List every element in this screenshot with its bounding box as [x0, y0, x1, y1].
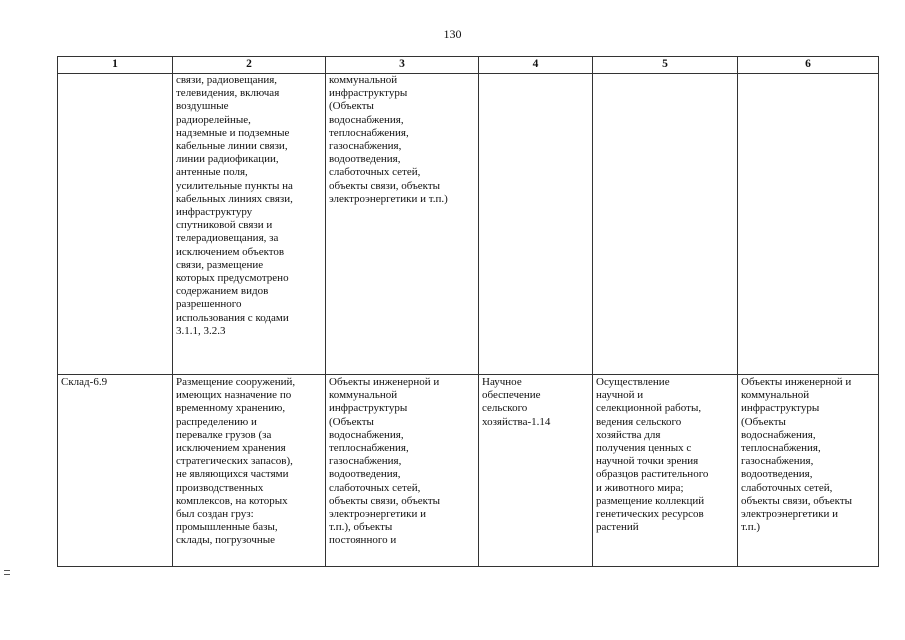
cell-text: Объекты инженерной и коммунальной инфраструктуры (Объекты водоснабжения, теплоснабжения, газоснабжения, водоотведения, слаботочных сетей, объекты связи, объекты электроэнергетики и т.п.) — [741, 376, 853, 534]
cell-use-type — [58, 74, 173, 375]
cell-conditional-use-description — [593, 375, 738, 567]
margin-mark — [4, 570, 10, 575]
cell-text: связи, радиовещания, телевидения, включая воздушные радиорелейные, надземные и подземные кабельные линии связи, линии радиофикации, антенные поля, усилительные пункты на кабельных линиях связи, инфраструктуру спутниковой связи и телерадиовещания, за исключением объектов связи, размещение которых предусмотрено содержанием видов разрешенного использования с кодами 3.1.1, 3.2.3 — [176, 74, 293, 337]
page-number: 130 — [443, 27, 462, 41]
cell-text: Осуществление научной и селекционной работы, ведения сельского хозяйства для получения ценных с научной точки зрения образцов растительного и животного мира; размещение коллекций генетических ресурсов растений — [596, 376, 709, 534]
cell-text: Научное обеспечение сельского хозяйства-1.14 — [482, 376, 551, 428]
cell-text: Размещение сооружений, имеющих назначение по временному хранению, распределению и перевалке грузов (за исключением хранения стратегических запасов), не являющихся частями производственных комплексов, на которых был создан груз: промышленные базы, склады, погрузочные — [176, 376, 296, 547]
cell-allowed-objects — [326, 74, 479, 375]
cell-use-description — [173, 74, 326, 375]
cell-conditional-use-description — [593, 74, 738, 375]
cell-use-description — [173, 375, 326, 567]
column-header-6: 6 — [738, 57, 879, 74]
cell-conditional-use-type — [479, 375, 593, 567]
column-header-1: 1 — [58, 57, 173, 74]
column-header-4: 4 — [479, 57, 593, 74]
column-header-5: 5 — [593, 57, 738, 74]
cell-conditional-objects — [738, 74, 879, 375]
column-header-2: 2 — [173, 57, 326, 74]
cell-conditional-objects — [738, 375, 879, 567]
cell-allowed-objects — [326, 375, 479, 567]
cell-text: коммунальной инфраструктуры (Объекты водоснабжения, теплоснабжения, газоснабжения, водоотведения, слаботочных сетей, объекты связи, объекты электроэнергетики и т.п.) — [329, 74, 448, 205]
regulations-table — [57, 56, 879, 567]
table-row — [58, 74, 879, 375]
table-row — [58, 375, 879, 567]
cell-use-type — [58, 375, 173, 567]
cell-text: Объекты инженерной и коммунальной инфраструктуры (Объекты водоснабжения, теплоснабжения, газоснабжения, водоотведения, слаботочных сетей, объекты связи, объекты электроэнергетики и т.п.), объекты постоянного и — [329, 376, 441, 547]
cell-text: Склад-6.9 — [61, 376, 108, 388]
table-header-row — [58, 57, 879, 74]
cell-conditional-use-type — [479, 74, 593, 375]
column-header-3: 3 — [326, 57, 479, 74]
